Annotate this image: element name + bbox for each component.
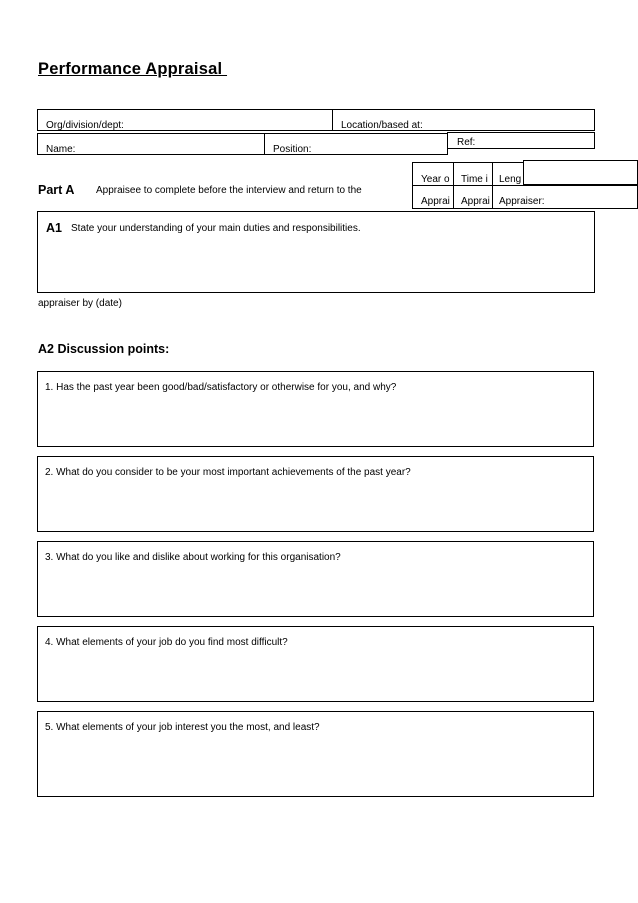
a2-heading: A2 Discussion points: bbox=[38, 342, 170, 356]
appraiser-field[interactable] bbox=[492, 185, 638, 209]
year-of-field[interactable] bbox=[412, 162, 454, 186]
extra-field-top-right[interactable] bbox=[523, 160, 638, 185]
question-5-box[interactable] bbox=[37, 711, 594, 797]
question-2-text: 2. What do you consider to be your most important achievements of the past year? bbox=[45, 467, 411, 478]
location-based-at-field[interactable] bbox=[332, 109, 595, 131]
question-1-text: 1. Has the past year been good/bad/satisfactory or otherwise for you, and why? bbox=[45, 382, 397, 393]
location-based-at-label: Location/based at: bbox=[341, 120, 423, 131]
question-5-text: 5. What elements of your job interest you the most, and least? bbox=[45, 722, 320, 733]
org-division-dept-field[interactable] bbox=[37, 109, 333, 131]
length-label: Leng bbox=[499, 174, 522, 185]
org-division-dept-label: Org/division/dept: bbox=[46, 120, 124, 131]
question-1-box[interactable] bbox=[37, 371, 594, 447]
appraisal-field-1[interactable] bbox=[412, 185, 454, 209]
question-3-box[interactable] bbox=[37, 541, 594, 617]
time-in-field[interactable] bbox=[453, 162, 493, 186]
a1-answer-box[interactable] bbox=[37, 211, 595, 293]
page-title: Performance Appraisal bbox=[38, 60, 228, 78]
name-label: Name: bbox=[46, 144, 76, 155]
part-a-instruction-continued: appraiser by (date) bbox=[38, 298, 122, 309]
appraiser-label: Appraiser: bbox=[499, 196, 545, 207]
question-2-box[interactable] bbox=[37, 456, 594, 532]
a1-question: State your understanding of your main duties and responsibilities. bbox=[71, 223, 361, 234]
year-of-label: Year o bbox=[421, 174, 450, 185]
position-label: Position: bbox=[273, 144, 312, 155]
time-in-label: Time i bbox=[461, 174, 488, 185]
question-4-box[interactable] bbox=[37, 626, 594, 702]
appraisal-label-2: Apprai bbox=[461, 196, 490, 207]
appraisal-label-1: Apprai bbox=[421, 196, 450, 207]
ref-field[interactable] bbox=[447, 132, 595, 149]
question-4-text: 4. What elements of your job do you find most difficult? bbox=[45, 637, 288, 648]
question-3-text: 3. What do you like and dislike about working for this organisation? bbox=[45, 552, 341, 563]
part-a-heading: Part A bbox=[38, 183, 75, 197]
appraisal-field-2[interactable] bbox=[453, 185, 493, 209]
part-a-instruction: Appraisee to complete before the interview and return to the bbox=[96, 185, 362, 196]
position-field[interactable] bbox=[264, 133, 448, 155]
a1-heading: A1 bbox=[46, 221, 62, 235]
ref-label: Ref: bbox=[457, 137, 476, 148]
name-field[interactable] bbox=[37, 133, 265, 155]
